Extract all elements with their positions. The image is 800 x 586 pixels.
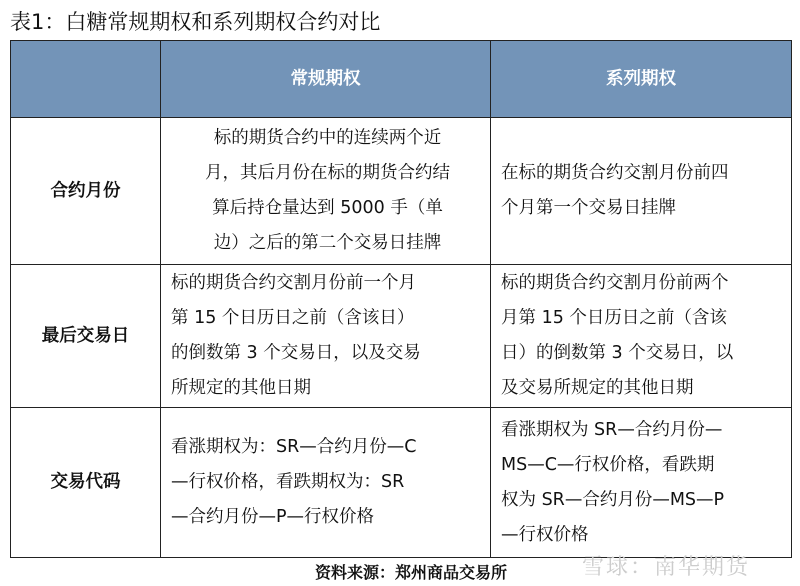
watermark: 雪球：南华期货: [582, 555, 751, 580]
row-label: 交易代码: [11, 408, 161, 558]
regular-cell: [161, 265, 491, 408]
cell-line: 月，其后月份在标的期货合约结: [205, 163, 450, 183]
header-row: [11, 41, 792, 118]
table-row: [11, 265, 792, 408]
cell-line: MS—C—行权价格，看跌期: [501, 454, 715, 475]
serial-cell: [491, 408, 792, 558]
header-empty: [11, 41, 161, 118]
cell-line: 在标的期货合约交割月份前四: [501, 163, 729, 183]
cell-line: 及交易所规定的其他日期: [501, 378, 694, 398]
comparison-table: [10, 40, 792, 558]
cell-line: 日）的倒数第 3 个交易日，以: [501, 343, 734, 363]
serial-cell: [491, 265, 792, 408]
regular-cell: [161, 408, 491, 558]
cell-line: —行权价格: [501, 524, 589, 545]
cell-line: 标的期货合约中的连续两个近: [213, 128, 442, 148]
regular-cell: [161, 118, 491, 265]
cell-line: 权为 SR—合约月份—MS—P: [501, 489, 725, 510]
cell-line: 算后持仓量达到 5000 手（单: [212, 198, 443, 218]
cell-line: 看涨期权为 SR—合约月份—: [501, 419, 723, 440]
cell-line: —合约月份—P—行权价格: [171, 507, 375, 527]
table-title: 表1：白糖常规期权和系列期权合约对比: [10, 10, 381, 34]
cell-line: 的倒数第 3 个交易日，以及交易: [171, 343, 421, 363]
header-regular: 常规期权: [161, 41, 491, 118]
cell-line: 看涨期权为：SR—合约月份—C: [171, 437, 417, 457]
cell-line: 所规定的其他日期: [171, 378, 311, 398]
table-row: [11, 408, 792, 558]
cell-line: —行权价格，看跌期权为：SR: [171, 472, 405, 492]
cell-line: 标的期货合约交割月份前一个月: [171, 273, 416, 293]
serial-cell: [491, 118, 792, 265]
row-label: 合约月份: [11, 118, 161, 265]
cell-line: 个月第一个交易日挂牌: [501, 198, 676, 218]
row-label: 最后交易日: [11, 265, 161, 408]
table-row: [11, 118, 792, 265]
cell-line: 月第 15 个日历日之前（含该: [501, 308, 727, 328]
source-note: 资料来源：郑州商品交易所: [315, 563, 508, 582]
cell-line: 标的期货合约交割月份前两个: [501, 273, 729, 293]
cell-line: 边）之后的第二个交易日挂牌: [213, 233, 442, 253]
header-serial: 系列期权: [491, 41, 792, 118]
cell-line: 第 15 个日历日之前（含该日）: [171, 308, 415, 328]
